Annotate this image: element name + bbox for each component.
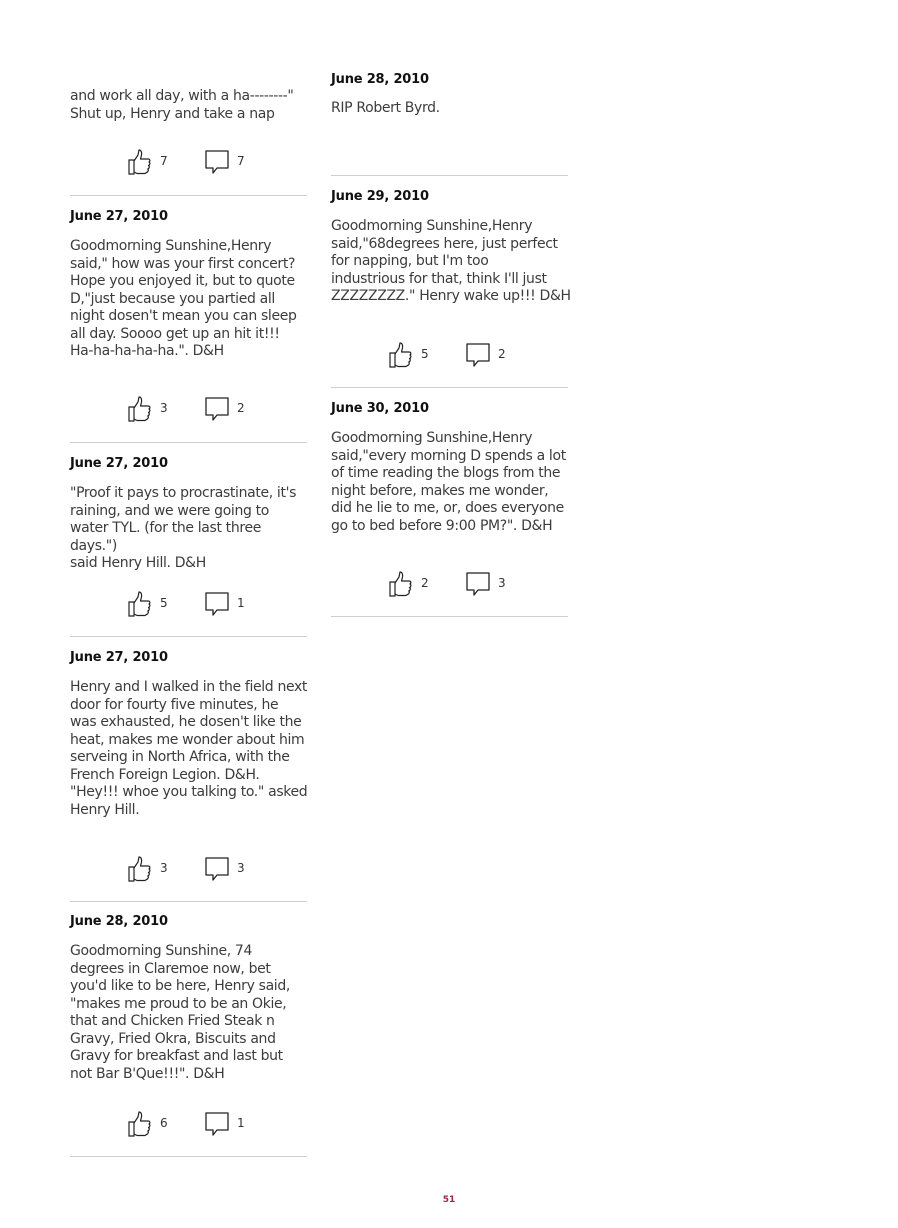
post-body-line: heat, makes me wonder about him xyxy=(70,731,305,748)
post-body-line: French Foreign Legion. D&H. xyxy=(70,766,260,783)
like-count: 6 xyxy=(160,1116,168,1130)
post-body-line: was exhausted, he dosen't like the xyxy=(70,714,302,730)
post-stats xyxy=(70,395,307,423)
post-body-line: said Henry Hill. D&H xyxy=(70,555,206,571)
like-count: 3 xyxy=(160,401,168,415)
post-body-line: Goodmorning Sunshine, 74 xyxy=(70,943,253,959)
post-body-line: all day. Soooo get up an hit it!!! xyxy=(70,325,280,342)
comment-count: 1 xyxy=(237,1116,245,1130)
post-body-line: Goodmorning Sunshine,Henry xyxy=(331,218,533,234)
post-stats xyxy=(70,1110,307,1138)
comment-count: 1 xyxy=(237,596,245,610)
post-body xyxy=(70,88,310,123)
post-body-line: degrees in Claremoe now, bet xyxy=(70,960,271,977)
post-body-line: you'd like to be here, Henry said, xyxy=(70,978,290,994)
post-body-line: Henry and I walked in the field next xyxy=(70,679,308,695)
comment-count: 2 xyxy=(498,347,506,361)
like-count: 2 xyxy=(421,576,429,590)
post-date: June 30, 2010 xyxy=(331,401,429,416)
post-body-line: Hope you enjoyed it, but to quote xyxy=(70,273,295,289)
blog-post xyxy=(70,900,307,1157)
post-body-line: door for fourty five minutes, he xyxy=(70,696,279,713)
post-body-line: said," how was your first concert? xyxy=(70,255,296,272)
post-date: June 29, 2010 xyxy=(331,189,429,204)
post-body-line: night before, makes me wonder, xyxy=(331,482,549,499)
blog-post xyxy=(70,636,307,902)
post-body xyxy=(331,218,571,306)
post-body-line: "makes me proud to be an Okie, xyxy=(70,995,287,1012)
post-body-line: Gravy, Fried Okra, Biscuits and xyxy=(70,1030,276,1047)
post-body-line: "Proof it pays to procrastinate, it's xyxy=(70,485,297,501)
post-body xyxy=(331,430,571,535)
post-date: June 27, 2010 xyxy=(70,650,168,665)
comment-count: 7 xyxy=(237,154,245,168)
post-body-line: RIP Robert Byrd. xyxy=(331,100,440,116)
post-body-line: Goodmorning Sunshine,Henry xyxy=(70,238,272,254)
post-body-line: Gravy for breakfast and last but xyxy=(70,1048,283,1064)
post-body-line: said,"68degrees here, just perfect xyxy=(331,235,558,252)
like-count: 5 xyxy=(160,596,168,610)
blog-post xyxy=(331,387,568,617)
blog-post xyxy=(331,175,571,388)
comment-count: 2 xyxy=(237,401,245,415)
post-body xyxy=(70,943,310,1083)
post-body xyxy=(331,100,571,118)
post-stats xyxy=(70,855,307,883)
post-date: June 27, 2010 xyxy=(70,456,168,471)
post-body xyxy=(70,485,310,573)
blog-post xyxy=(70,195,307,443)
post-body-line: Shut up, Henry and take a nap xyxy=(70,105,275,122)
post-body-line: industrious for that, think I'll just xyxy=(331,270,547,287)
page-number: 51 xyxy=(442,1195,456,1205)
post-stats xyxy=(70,148,307,176)
blog-post xyxy=(70,0,307,196)
comment-count: 3 xyxy=(237,861,245,875)
post-body-line: for napping, but I'm too xyxy=(331,253,489,269)
post-body xyxy=(70,679,310,819)
like-count: 5 xyxy=(421,347,429,361)
post-body-line: go to bed before 9:00 PM?". D&H xyxy=(331,517,553,534)
post-date: June 28, 2010 xyxy=(331,72,429,87)
post-body-line: Ha-ha-ha-ha-ha.". D&H xyxy=(70,343,224,359)
post-body-line: Goodmorning Sunshine,Henry xyxy=(331,430,533,446)
post-stats xyxy=(331,341,568,369)
post-body xyxy=(70,238,310,361)
post-body-line: ZZZZZZZZ." Henry wake up!!! D&H xyxy=(331,288,571,304)
post-body-line: that and Chicken Fried Steak n xyxy=(70,1013,275,1029)
post-stats xyxy=(70,590,307,618)
post-body-line: raining, and we were going to xyxy=(70,502,269,519)
blog-post xyxy=(70,442,307,637)
post-body-line: did he lie to me, or, does everyone xyxy=(331,500,564,516)
blog-post xyxy=(331,0,568,176)
post-body-line: D,"just because you partied all xyxy=(70,290,275,307)
post-date: June 27, 2010 xyxy=(70,209,168,224)
post-body-line: of time reading the blogs from the xyxy=(331,465,561,481)
post-date: June 28, 2010 xyxy=(70,914,168,929)
post-body-line: "Hey!!! whoe you talking to." asked xyxy=(70,784,308,800)
post-body-line: said,"every morning D spends a lot xyxy=(331,447,566,464)
comment-count: 3 xyxy=(498,576,506,590)
post-stats xyxy=(331,570,568,598)
post-body-line: serveing in North Africa, with the xyxy=(70,749,290,765)
post-body-line: not Bar B'Que!!!". D&H xyxy=(70,1065,225,1082)
post-body-line: Henry Hill. xyxy=(70,801,140,818)
post-body-line: and work all day, with a ha--------" xyxy=(70,88,294,104)
post-body-line: water TYL. (for the last three days.") xyxy=(70,520,261,554)
like-count: 7 xyxy=(160,154,168,168)
like-count: 3 xyxy=(160,861,168,875)
post-body-line: night dosen't mean you can sleep xyxy=(70,308,297,324)
